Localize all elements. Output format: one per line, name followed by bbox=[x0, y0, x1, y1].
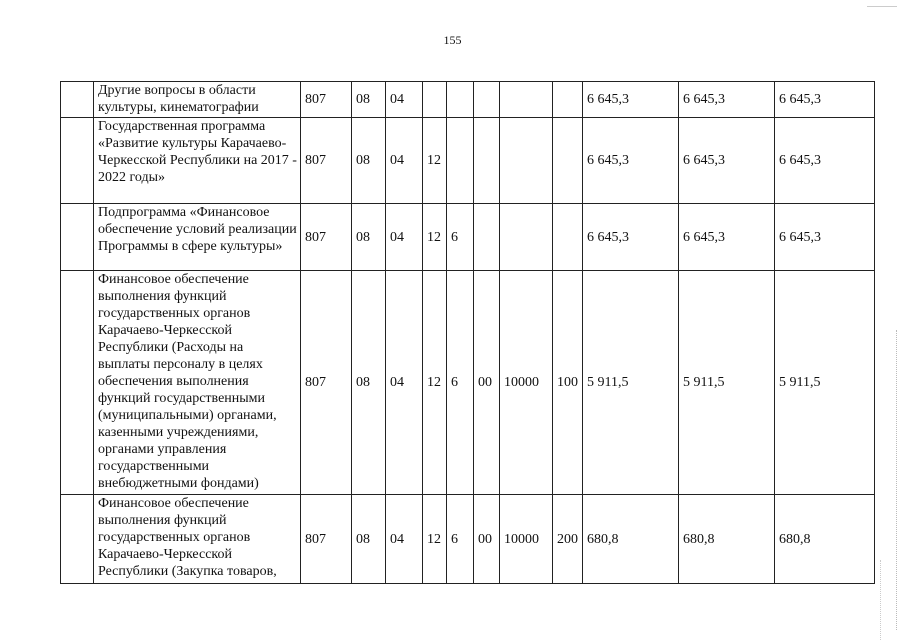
blank-cell bbox=[61, 204, 94, 271]
subprogram-code: 6 bbox=[447, 495, 474, 584]
event-code: 00 bbox=[474, 495, 500, 584]
amount-year-3: 6 645,3 bbox=[775, 82, 875, 118]
amount-year-3: 6 645,3 bbox=[775, 204, 875, 271]
item-name: Другие вопросы в области культуры, кинематографии bbox=[94, 82, 301, 118]
expense-type-code: 100 bbox=[553, 271, 583, 495]
amount-year-1: 6 645,3 bbox=[583, 204, 679, 271]
expense-type-code bbox=[553, 82, 583, 118]
section-code: 08 bbox=[352, 82, 386, 118]
amount-year-1: 6 645,3 bbox=[583, 82, 679, 118]
program-code: 12 bbox=[423, 118, 447, 204]
section-code: 08 bbox=[352, 495, 386, 584]
expense-type-code bbox=[553, 118, 583, 204]
direction-code bbox=[500, 118, 553, 204]
ministry-code: 807 bbox=[301, 118, 352, 204]
amount-year-2: 5 911,5 bbox=[679, 271, 775, 495]
subprogram-code: 6 bbox=[447, 271, 474, 495]
ministry-code: 807 bbox=[301, 82, 352, 118]
section-code: 08 bbox=[352, 204, 386, 271]
scan-edge-mark bbox=[880, 560, 883, 640]
expense-type-code: 200 bbox=[553, 495, 583, 584]
ministry-code: 807 bbox=[301, 495, 352, 584]
direction-code bbox=[500, 204, 553, 271]
event-code bbox=[474, 82, 500, 118]
ministry-code: 807 bbox=[301, 271, 352, 495]
amount-year-1: 680,8 bbox=[583, 495, 679, 584]
table-row bbox=[61, 271, 875, 495]
table-row bbox=[61, 495, 875, 584]
item-name: Финансовое обеспечение выполнения функций государственных органов Карачаево-Черкесской Республики (Закупка товаров, bbox=[94, 495, 301, 584]
program-code: 12 bbox=[423, 495, 447, 584]
amount-year-3: 5 911,5 bbox=[775, 271, 875, 495]
program-code bbox=[423, 82, 447, 118]
blank-cell bbox=[61, 118, 94, 204]
program-code: 12 bbox=[423, 271, 447, 495]
subsection-code: 04 bbox=[386, 204, 423, 271]
item-name: Финансовое обеспечение выполнения функций государственных органов Карачаево-Черкесской Республики (Расходы на выплаты персоналу в целях обеспечения выполнения функций государственными (муниципальными) органами, казенными учреждениями, органами управления государственными внебюджетными фондами) bbox=[94, 271, 301, 495]
amount-year-2: 680,8 bbox=[679, 495, 775, 584]
amount-year-1: 5 911,5 bbox=[583, 271, 679, 495]
blank-cell bbox=[61, 271, 94, 495]
ministry-code: 807 bbox=[301, 204, 352, 271]
subsection-code: 04 bbox=[386, 118, 423, 204]
table-row bbox=[61, 204, 875, 271]
event-code bbox=[474, 118, 500, 204]
section-code: 08 bbox=[352, 118, 386, 204]
amount-year-1: 6 645,3 bbox=[583, 118, 679, 204]
blank-cell bbox=[61, 82, 94, 118]
direction-code: 10000 bbox=[500, 495, 553, 584]
amount-year-3: 6 645,3 bbox=[775, 118, 875, 204]
event-code bbox=[474, 204, 500, 271]
amount-year-2: 6 645,3 bbox=[679, 82, 775, 118]
event-code: 00 bbox=[474, 271, 500, 495]
scan-edge-mark bbox=[867, 6, 897, 8]
direction-code: 10000 bbox=[500, 271, 553, 495]
page-number: 155 bbox=[443, 33, 462, 47]
subprogram-code bbox=[447, 82, 474, 118]
blank-cell bbox=[61, 495, 94, 584]
item-name: Государственная программа «Развитие культуры Карачаево-Черкесской Республики на 2017 - 2022 годы» bbox=[94, 118, 301, 204]
table-row bbox=[61, 82, 875, 118]
table-row bbox=[61, 118, 875, 204]
expense-type-code bbox=[553, 204, 583, 271]
subsection-code: 04 bbox=[386, 271, 423, 495]
section-code: 08 bbox=[352, 271, 386, 495]
direction-code bbox=[500, 82, 553, 118]
amount-year-3: 680,8 bbox=[775, 495, 875, 584]
subsection-code: 04 bbox=[386, 495, 423, 584]
program-code: 12 bbox=[423, 204, 447, 271]
subsection-code: 04 bbox=[386, 82, 423, 118]
item-name: Подпрограмма «Финансовое обеспечение условий реализации Программы в сфере культуры» bbox=[94, 204, 301, 271]
subprogram-code bbox=[447, 118, 474, 204]
subprogram-code: 6 bbox=[447, 204, 474, 271]
amount-year-2: 6 645,3 bbox=[679, 118, 775, 204]
budget-table bbox=[60, 81, 875, 584]
amount-year-2: 6 645,3 bbox=[679, 204, 775, 271]
scan-edge-mark bbox=[896, 330, 899, 630]
